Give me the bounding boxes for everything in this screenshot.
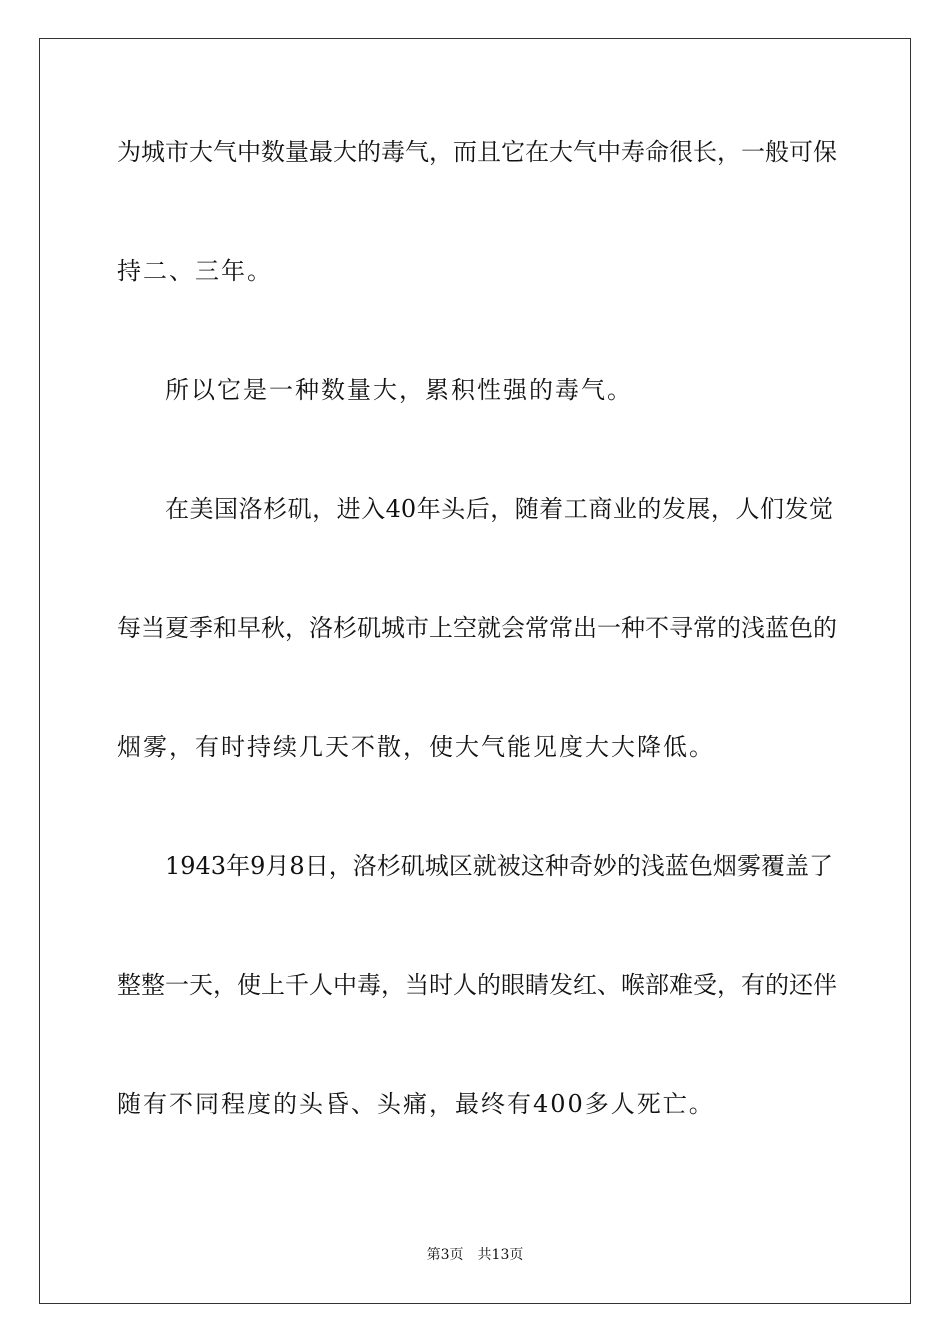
text-line-7: 1943年9月8日，洛杉矶城区就被这种奇妙的浅蓝色烟雾覆盖了 <box>165 852 833 880</box>
text-line-3: 所以它是一种数量大，累积性强的毒气。 <box>165 376 633 404</box>
page-total: 共13页 <box>477 1247 524 1263</box>
text-line-4: 在美国洛杉矶，进入40年头后，随着工商业的发展，人们发觉 <box>165 495 833 523</box>
text-line-5: 每当夏季和早秋，洛杉矶城市上空就会常常出一种不寻常的浅蓝色的 <box>117 614 837 642</box>
text-line-1: 为城市大气中数量最大的毒气，而且它在大气中寿命很长，一般可保 <box>117 138 837 166</box>
page-footer <box>0 1244 950 1264</box>
text-line-2: 持二、三年。 <box>117 257 273 285</box>
text-line-6: 烟雾，有时持续几天不散，使大气能见度大大降低。 <box>117 733 715 761</box>
text-line-8: 整整一天，使上千人中毒，当时人的眼睛发红、喉部难受，有的还伴 <box>117 971 837 999</box>
text-line-9: 随有不同程度的头昏、头痛，最终有400多人死亡。 <box>117 1090 715 1118</box>
page-number: 第3页 <box>426 1247 464 1263</box>
